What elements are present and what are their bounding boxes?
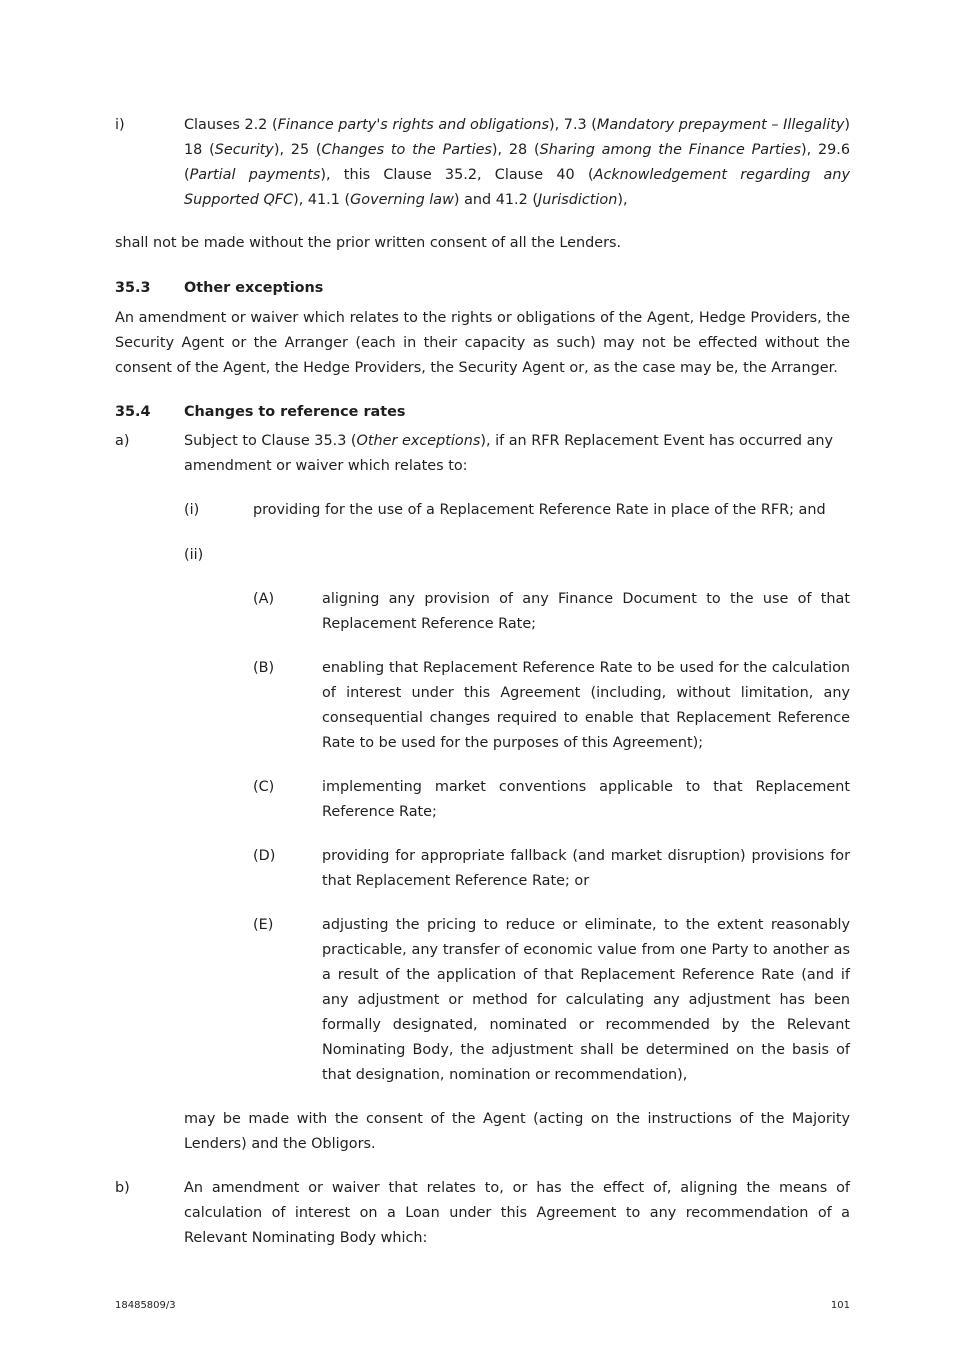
sub-b-number: (B) <box>253 660 275 676</box>
section-35-3-number: 35.3 <box>115 280 151 296</box>
item-i-number: i) <box>115 117 125 133</box>
sub-ii-number: (ii) <box>184 547 204 563</box>
sub-a-number: (A) <box>253 591 275 607</box>
item-i-text: Clauses 2.2 (Finance party's rights and obligations), 7.3 (Mandatory prepayment – Illegality) 18 (Security), 25 (Changes to the Parties), 28 (Sharing among the Finance Parties), 29.6 (Partial payments), this Clause 35.2, Clause 40 (Acknowledgement regarding any Supported QFC), 41.1 (Governing law) and 41.2 (Jurisdiction), <box>184 117 851 208</box>
item-b-number: b) <box>115 1180 130 1196</box>
sub-e-text: adjusting the pricing to reduce or eliminate, to the extent reasonably practicable, any transfer of economic value from one Party to another as a result of the application of that Replacement Reference Rate (and if any adjustment or method for calculating any adjustment has been formally designated, nominated or recommended by the Relevant Nominating Body, the adjustment shall be determined on the basis of that designation, nomination or recommendation), <box>322 917 850 1083</box>
sub-e-number: (E) <box>253 917 274 933</box>
item-a-number: a) <box>115 433 130 449</box>
consent-sentence: shall not be made without the prior written consent of all the Lenders. <box>115 235 622 251</box>
document-reference: 18485809/3 <box>115 1300 176 1311</box>
item-a-text: Subject to Clause 35.3 (Other exceptions), if an RFR Replacement Event has occurred any amendment or waiver which relates to: <box>184 433 834 474</box>
sub-c-text: implementing market conventions applicable to that Replacement Reference Rate; <box>322 779 850 820</box>
sub-d-text: providing for appropriate fallback (and market disruption) provisions for that Replacement Reference Rate; or <box>322 848 850 889</box>
section-35-4-number: 35.4 <box>115 404 151 420</box>
section-35-4-heading: Changes to reference rates <box>184 404 406 420</box>
page-number: 101 <box>830 1300 850 1311</box>
section-35-3-heading: Other exceptions <box>184 280 324 296</box>
section-35-3-body: An amendment or waiver which relates to the rights or obligations of the Agent, Hedge Providers, the Security Agent or the Arranger (each in their capacity as such) may not be effected without the consent of the Agent, the Hedge Providers, the Security Agent or, as the case may be, the Arranger. <box>115 310 850 376</box>
sub-i-number: (i) <box>184 502 200 518</box>
sub-i-text: providing for the use of a Replacement Reference Rate in place of the RFR; and <box>253 502 826 518</box>
sub-d-number: (D) <box>253 848 276 864</box>
sub-a-text: aligning any provision of any Finance Document to the use of that Replacement Reference Rate; <box>322 591 850 632</box>
sub-c-number: (C) <box>253 779 275 795</box>
sub-b-text: enabling that Replacement Reference Rate to be used for the calculation of interest under this Agreement (including, without limitation, any consequential changes required to enable that Replacement Reference Rate to be used for the purposes of this Agreement); <box>322 660 850 751</box>
item-a-closing: may be made with the consent of the Agent (acting on the instructions of the Majority Lenders) and the Obligors. <box>184 1111 850 1152</box>
item-b-text: An amendment or waiver that relates to, or has the effect of, aligning the means of calculation of interest on a Loan under this Agreement to any recommendation of a Relevant Nominating Body which: <box>184 1180 850 1246</box>
